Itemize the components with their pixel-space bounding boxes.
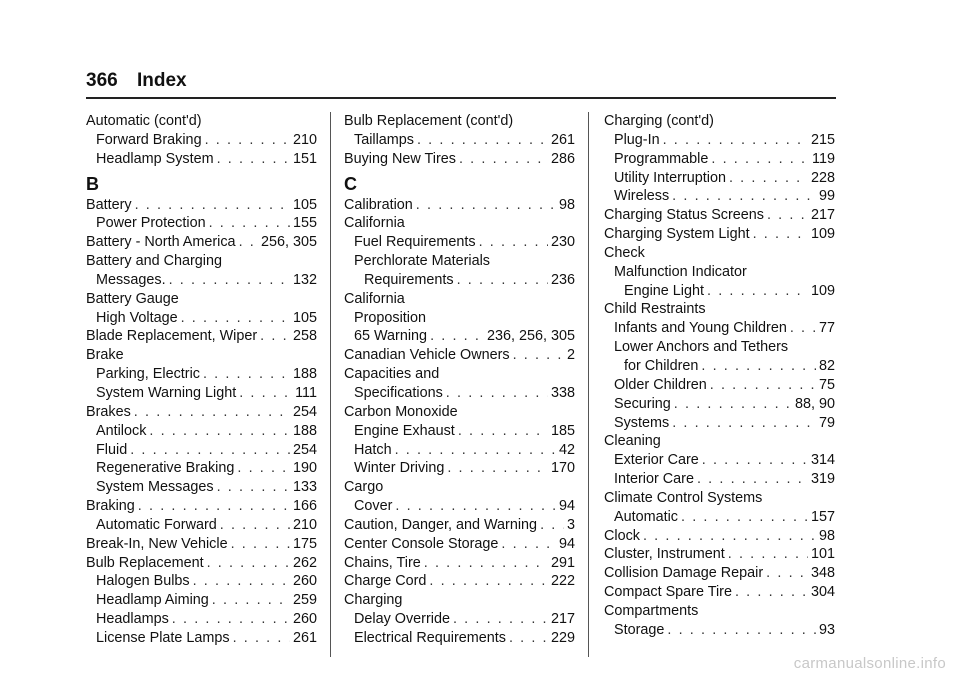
- entry-term: Exterior Care: [614, 452, 699, 469]
- entry-term: Collision Damage Repair: [604, 565, 764, 582]
- page-reference: 348: [810, 565, 835, 582]
- index-subentry: [86, 384, 317, 403]
- index-subentry: [86, 610, 317, 629]
- index-entry: [86, 403, 317, 422]
- watermark: carmanualsonline.info: [793, 655, 946, 672]
- page-reference: 101: [810, 546, 835, 563]
- section-letter: C: [344, 173, 357, 194]
- header-rule: [86, 97, 836, 99]
- page-reference: 304: [810, 584, 835, 601]
- index-subentry: [604, 263, 835, 282]
- index-entry: [344, 403, 575, 422]
- entry-term: Forward Braking: [96, 131, 202, 148]
- entry-term: Plug-In: [614, 131, 660, 148]
- entry-term: Utility Interruption: [614, 169, 726, 186]
- entry-term: Hatch: [354, 441, 392, 458]
- page-reference: 98: [558, 196, 575, 213]
- index-entry: [344, 150, 575, 169]
- dot-leader: [667, 621, 816, 640]
- page-reference: 175: [292, 535, 317, 552]
- entry-term: Programmable: [614, 150, 709, 167]
- index-subentry: [86, 572, 317, 591]
- dot-leader: [509, 629, 548, 648]
- dot-leader: [513, 346, 564, 365]
- index-entry: [604, 564, 835, 583]
- column-divider: [330, 112, 331, 657]
- dot-leader: [457, 271, 548, 290]
- entry-term: Charging Status Screens: [604, 207, 764, 224]
- index-subentry: [344, 233, 575, 252]
- entry-term: Capacities and: [344, 366, 440, 383]
- page-reference: 236, 256, 305: [486, 328, 575, 345]
- dot-leader: [707, 282, 808, 301]
- index-subentry: [86, 131, 317, 150]
- index-subentry: [86, 629, 317, 648]
- entry-term: Carbon Monoxide: [344, 403, 458, 420]
- entry-term: Child Restraints: [604, 301, 706, 318]
- index-subentry: [344, 252, 575, 271]
- entry-term: Antilock: [96, 422, 147, 439]
- index-subentry: [86, 441, 317, 460]
- entry-term: for Children: [624, 357, 699, 374]
- entry-term: Older Children: [614, 376, 707, 393]
- dot-leader: [710, 376, 816, 395]
- page-reference: 155: [292, 215, 317, 232]
- index-entry: [86, 327, 317, 346]
- entry-term: Climate Control Systems: [604, 489, 763, 506]
- index-subentry: [86, 150, 317, 169]
- index-entry: [86, 233, 317, 252]
- entry-term: Fuel Requirements: [354, 234, 476, 251]
- entry-term: California: [344, 290, 405, 307]
- entry-term: Automatic Forward: [96, 516, 217, 533]
- index-subentry: [86, 365, 317, 384]
- index-subentry: [344, 271, 575, 290]
- entry-term: Braking: [86, 498, 135, 515]
- index-subentry: [604, 376, 835, 395]
- page-reference: 188: [292, 422, 317, 439]
- dot-leader: [453, 610, 548, 629]
- index-subentry: [86, 422, 317, 441]
- dot-leader: [130, 441, 290, 460]
- page-reference: 132: [292, 271, 317, 288]
- entry-term: Bulb Replacement (cont'd): [344, 113, 514, 129]
- dot-leader: [424, 554, 548, 573]
- index-subentry: [604, 282, 835, 301]
- dot-leader: [239, 233, 258, 252]
- index-subentry: [344, 131, 575, 150]
- index-subentry: [604, 357, 835, 376]
- page-reference: 314: [810, 452, 835, 469]
- entry-term: Specifications: [354, 384, 443, 401]
- entry-term: Cluster, Instrument: [604, 546, 725, 563]
- dot-leader: [193, 572, 290, 591]
- entry-term: Charging: [344, 592, 403, 609]
- dot-leader: [711, 150, 809, 169]
- index-entry: [86, 535, 317, 554]
- dot-leader: [233, 629, 290, 648]
- page-reference: 217: [810, 207, 835, 224]
- entry-term: License Plate Lamps: [96, 629, 230, 646]
- index-entry: [604, 432, 835, 451]
- dot-leader: [239, 384, 292, 403]
- dot-leader: [395, 441, 556, 460]
- index-subentry: [604, 470, 835, 489]
- entry-term: Clock: [604, 527, 640, 544]
- dot-leader: [767, 206, 808, 225]
- entry-term: Infants and Young Children: [614, 320, 787, 337]
- dot-leader: [729, 169, 808, 188]
- index-entry: [604, 206, 835, 225]
- entry-term: Automatic: [614, 508, 678, 525]
- dot-leader: [203, 365, 290, 384]
- index-subentry: [86, 459, 317, 478]
- entry-term: Lower Anchors and Tethers: [614, 339, 789, 356]
- page-reference: 291: [550, 554, 575, 571]
- page-reference: 94: [558, 535, 575, 552]
- dot-leader: [209, 214, 290, 233]
- page-reference: 79: [818, 414, 835, 431]
- index-subentry: [604, 187, 835, 206]
- entry-term: Compact Spare Tire: [604, 584, 732, 601]
- index-subentry: [344, 327, 575, 346]
- index-subentry: [86, 591, 317, 610]
- page-reference: 254: [292, 441, 317, 458]
- index-subentry: [344, 497, 575, 516]
- dot-leader: [446, 384, 548, 403]
- page-reference: 338: [550, 384, 575, 401]
- dot-leader: [540, 516, 564, 535]
- index-entry: [344, 535, 575, 554]
- page-reference: 259: [292, 592, 317, 609]
- page-reference: 77: [818, 320, 835, 337]
- index-subentry: [604, 319, 835, 338]
- index-entry: [604, 602, 835, 621]
- entry-term: Charging (cont'd): [604, 113, 714, 129]
- page-reference: 98: [818, 527, 835, 544]
- dot-leader: [231, 535, 290, 554]
- entry-term: Engine Light: [624, 282, 705, 299]
- index-subentry: [604, 150, 835, 169]
- page-reference: 260: [292, 573, 317, 590]
- page-reference: 229: [550, 629, 575, 646]
- dot-leader: [702, 451, 808, 470]
- page-reference: 222: [550, 573, 575, 590]
- index-subentry: [344, 309, 575, 328]
- index-column-1: [86, 112, 317, 648]
- entry-term: Engine Exhaust: [354, 422, 455, 439]
- page-reference: 119: [812, 150, 835, 167]
- dot-leader: [447, 459, 548, 478]
- index-entry: [86, 252, 317, 271]
- page-reference: 210: [292, 131, 317, 148]
- entry-term: System Warning Light: [96, 384, 237, 401]
- page-reference: 93: [818, 621, 835, 638]
- entry-term: Fluid: [96, 441, 128, 458]
- index-entry: [604, 583, 835, 602]
- entry-term: Securing: [614, 395, 671, 412]
- index-subentry: [86, 516, 317, 535]
- dot-leader: [753, 225, 808, 244]
- index-entry: [86, 554, 317, 573]
- entry-term: Delay Override: [354, 611, 450, 628]
- page-reference: 170: [550, 460, 575, 477]
- page-reference: 215: [810, 131, 835, 148]
- entry-term: Storage: [614, 621, 665, 638]
- index-entry: [604, 244, 835, 263]
- page-reference: 75: [818, 376, 835, 393]
- column-divider: [588, 112, 589, 657]
- index-entry: [344, 112, 575, 131]
- index-subentry: [604, 395, 835, 414]
- dot-leader: [429, 572, 548, 591]
- entry-term: Brake: [86, 347, 124, 364]
- page-reference: 230: [550, 234, 575, 251]
- page-title: Index: [136, 70, 187, 91]
- page-reference: 151: [292, 150, 317, 167]
- dot-leader: [790, 319, 816, 338]
- dot-leader: [672, 187, 816, 206]
- dot-leader: [205, 131, 290, 150]
- entry-term: Charge Cord: [344, 573, 427, 590]
- entry-term: Requirements: [364, 271, 454, 288]
- entry-term: Cover: [354, 498, 393, 515]
- index-subentry: [86, 478, 317, 497]
- index-entry: [344, 572, 575, 591]
- dot-leader: [501, 535, 556, 554]
- dot-leader: [220, 516, 290, 535]
- dot-leader: [681, 508, 808, 527]
- index-subentry: [344, 629, 575, 648]
- page-reference: 228: [810, 169, 835, 186]
- index-subentry: [344, 459, 575, 478]
- entry-term: California: [344, 215, 405, 232]
- entry-term: Compartments: [604, 602, 699, 619]
- dot-leader: [395, 497, 556, 516]
- page-reference: 111: [295, 384, 317, 401]
- entry-term: Taillamps: [354, 131, 414, 148]
- page-reference: 185: [550, 422, 575, 439]
- dot-leader: [212, 591, 290, 610]
- dot-leader: [138, 497, 290, 516]
- dot-leader: [728, 545, 808, 564]
- page-reference: 254: [292, 403, 317, 420]
- entry-term: Check: [604, 244, 645, 261]
- entry-term: Bulb Replacement: [86, 554, 204, 571]
- entry-term: Malfunction Indicator: [614, 263, 747, 280]
- index-entry: [86, 290, 317, 309]
- entry-term: Canadian Vehicle Owners: [344, 347, 510, 364]
- index-entry: [344, 516, 575, 535]
- index-entry: [344, 591, 575, 610]
- index-column-2: [344, 112, 575, 648]
- page-reference: 88, 90: [794, 395, 835, 412]
- page-reference: 261: [550, 131, 575, 148]
- entry-term: Break-In, New Vehicle: [86, 535, 228, 552]
- entry-term: High Voltage: [96, 309, 178, 326]
- index-entry: [344, 196, 575, 215]
- entry-term: Caution, Danger, and Warning: [344, 516, 538, 533]
- entry-term: Regenerative Braking: [96, 460, 235, 477]
- page-reference: 42: [558, 441, 575, 458]
- entry-term: Calibration: [344, 196, 413, 213]
- page-header: [86, 70, 187, 92]
- entry-term: Charging System Light: [604, 226, 750, 243]
- page-reference: 260: [292, 611, 317, 628]
- dot-leader: [217, 150, 290, 169]
- index-entry: [604, 112, 835, 131]
- dot-leader: [663, 131, 808, 150]
- entry-term: Buying New Tires: [344, 150, 456, 167]
- index-entry: [604, 225, 835, 244]
- index-subentry: [344, 610, 575, 629]
- entry-term: Battery Gauge: [86, 290, 179, 307]
- page-reference: 94: [558, 498, 575, 515]
- index-entry: [604, 527, 835, 546]
- page-reference: 109: [810, 282, 835, 299]
- index-subentry: [604, 169, 835, 188]
- dot-leader: [701, 357, 816, 376]
- index-column-3: [604, 112, 835, 640]
- entry-term: Headlamp Aiming: [96, 592, 209, 609]
- page-reference: 133: [292, 479, 317, 496]
- entry-term: Winter Driving: [354, 460, 445, 477]
- index-entry: [344, 214, 575, 233]
- index-entry: [344, 365, 575, 384]
- page-reference: 109: [810, 226, 835, 243]
- index-subentry: [344, 384, 575, 403]
- dot-leader: [134, 403, 290, 422]
- dot-leader: [237, 459, 290, 478]
- index-entry: [344, 554, 575, 573]
- index-entry: [86, 497, 317, 516]
- page-reference: 3: [566, 516, 575, 533]
- dot-leader: [172, 610, 290, 629]
- dot-leader: [674, 395, 792, 414]
- index-entry: [604, 300, 835, 319]
- page-reference: 188: [292, 366, 317, 383]
- entry-term: Cargo: [344, 479, 384, 496]
- index-subentry: [604, 414, 835, 433]
- entry-term: Brakes: [86, 403, 131, 420]
- entry-term: Wireless: [614, 188, 670, 205]
- dot-leader: [766, 564, 808, 583]
- entry-term: Cleaning: [604, 433, 661, 450]
- index-entry: [604, 545, 835, 564]
- entry-term: System Messages: [96, 479, 214, 496]
- entry-term: Interior Care: [614, 471, 694, 488]
- index-subentry: [604, 338, 835, 357]
- entry-term: Center Console Storage: [344, 535, 499, 552]
- dot-leader: [207, 554, 290, 573]
- index-subentry: [344, 422, 575, 441]
- index-subentry: [604, 621, 835, 640]
- entry-term: Systems: [614, 414, 670, 431]
- dot-leader: [135, 196, 290, 215]
- dot-leader: [458, 422, 548, 441]
- entry-term: Headlamp System: [96, 150, 214, 167]
- dot-leader: [169, 271, 290, 290]
- entry-term: Battery and Charging: [86, 253, 222, 270]
- entry-term: Halogen Bulbs: [96, 573, 190, 590]
- dot-leader: [735, 583, 808, 602]
- page-reference: 319: [810, 471, 835, 488]
- dot-leader: [417, 131, 548, 150]
- page-reference: 286: [550, 150, 575, 167]
- page-reference: 236: [550, 271, 575, 288]
- index-subentry: [344, 441, 575, 460]
- index-subentry: [86, 214, 317, 233]
- index-entry: [344, 346, 575, 365]
- entry-term: Power Protection: [96, 215, 206, 232]
- index-entry: [86, 346, 317, 365]
- index-entry: [344, 290, 575, 309]
- page-reference: 262: [292, 554, 317, 571]
- entry-term: Headlamps: [96, 611, 169, 628]
- page-reference: 99: [818, 188, 835, 205]
- page-reference: 105: [292, 196, 317, 213]
- dot-leader: [697, 470, 808, 489]
- entry-term: Battery: [86, 196, 132, 213]
- page-reference: 157: [810, 508, 835, 525]
- page-number: 366: [86, 70, 118, 91]
- dot-leader: [149, 422, 290, 441]
- dot-leader: [430, 327, 484, 346]
- entry-term: Messages.: [96, 271, 166, 288]
- dot-leader: [672, 414, 816, 433]
- dot-leader: [181, 309, 290, 328]
- entry-term: Automatic (cont'd): [86, 113, 202, 129]
- dot-leader: [459, 150, 548, 169]
- page-reference: 166: [292, 498, 317, 515]
- page-reference: 258: [292, 328, 317, 345]
- index-subentry: [86, 271, 317, 290]
- dot-leader: [217, 478, 290, 497]
- index-subentry: [604, 451, 835, 470]
- page-reference: 217: [550, 611, 575, 628]
- entry-term: 65 Warning: [354, 328, 428, 345]
- entry-term: Proposition: [354, 309, 426, 326]
- index-subentry: [604, 508, 835, 527]
- dot-leader: [479, 233, 548, 252]
- entry-term: Parking, Electric: [96, 366, 200, 383]
- page-reference: 2: [566, 347, 575, 364]
- section-letter: B: [86, 173, 99, 194]
- page-reference: 261: [292, 629, 317, 646]
- entry-term: Chains, Tire: [344, 554, 421, 571]
- page-reference: 256, 305: [260, 234, 317, 251]
- dot-leader: [643, 527, 816, 546]
- entry-term: Blade Replacement, Wiper: [86, 328, 258, 345]
- index-entry: [604, 489, 835, 508]
- index-subentry: [86, 309, 317, 328]
- index-entry: [344, 478, 575, 497]
- page-reference: 105: [292, 309, 317, 326]
- entry-term: Battery - North America: [86, 234, 236, 251]
- dot-leader: [416, 196, 556, 215]
- index-subentry: [604, 131, 835, 150]
- dot-leader: [260, 327, 290, 346]
- page-reference: 82: [818, 357, 835, 374]
- page-reference: 210: [292, 516, 317, 533]
- index-entry: [86, 196, 317, 215]
- page-reference: 190: [292, 460, 317, 477]
- index-entry: [86, 112, 317, 131]
- entry-term: Electrical Requirements: [354, 629, 506, 646]
- entry-term: Perchlorate Materials: [354, 253, 490, 270]
